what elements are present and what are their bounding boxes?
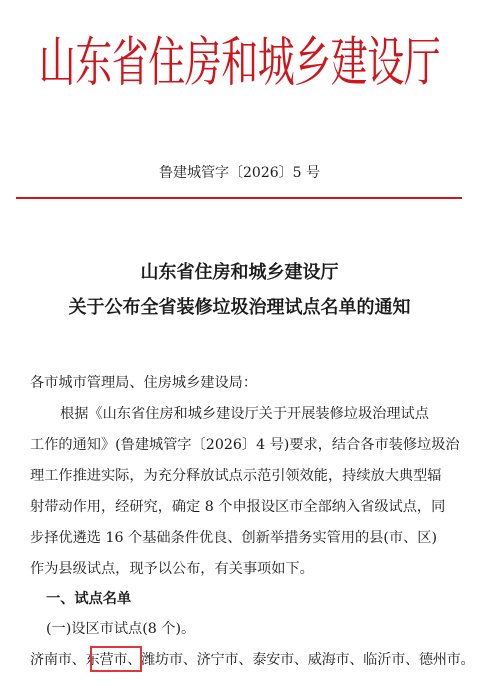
paragraph-line: 作为县级试点，现予以公布，有关事项如下。 [30, 561, 314, 577]
city-list-line: 济南市、东营市、潍坊市、济宁市、泰安市、威海市、临沂市、德州市。 [30, 652, 475, 668]
addressee-line: 各市城市管理局、住房城乡建设局： [30, 375, 258, 391]
notice-title-line-2: 关于公布全省装修垃圾治理试点名单的通知 [68, 297, 411, 318]
paragraph-line: 理工作推进实际，为充分释放试点示范引领效能，持续放大典型辐 [30, 468, 442, 484]
notice-title-line-1: 山东省住房和城乡建设厅 [140, 262, 339, 283]
paragraph-line: 工作的通知》(鲁建城管字〔2026〕4 号)要求，结合各市装修垃圾治 [30, 437, 460, 453]
paragraph-line: 根据《山东省住房和城乡建设厅关于开展装修垃圾治理试点 [60, 406, 429, 422]
highlight-box-dongying [90, 646, 142, 672]
paragraph-line: 步择优遴选 16 个基础条件优良、创新举措务实管用的县(市、区) [30, 530, 438, 546]
paragraph-line: 射带动作用，经研究，确定 8 个申报设区市全部纳入省级试点，同 [30, 499, 446, 515]
subsection-heading: (一)设区市试点(8 个)。 [46, 621, 196, 637]
org-header-title: 山东省住房和城乡建设厅 [38, 31, 441, 94]
section-heading: 一、试点名单 [46, 591, 132, 607]
document-number: 鲁建城管字〔2026〕5 号 [159, 165, 320, 181]
red-divider-line [16, 197, 462, 199]
